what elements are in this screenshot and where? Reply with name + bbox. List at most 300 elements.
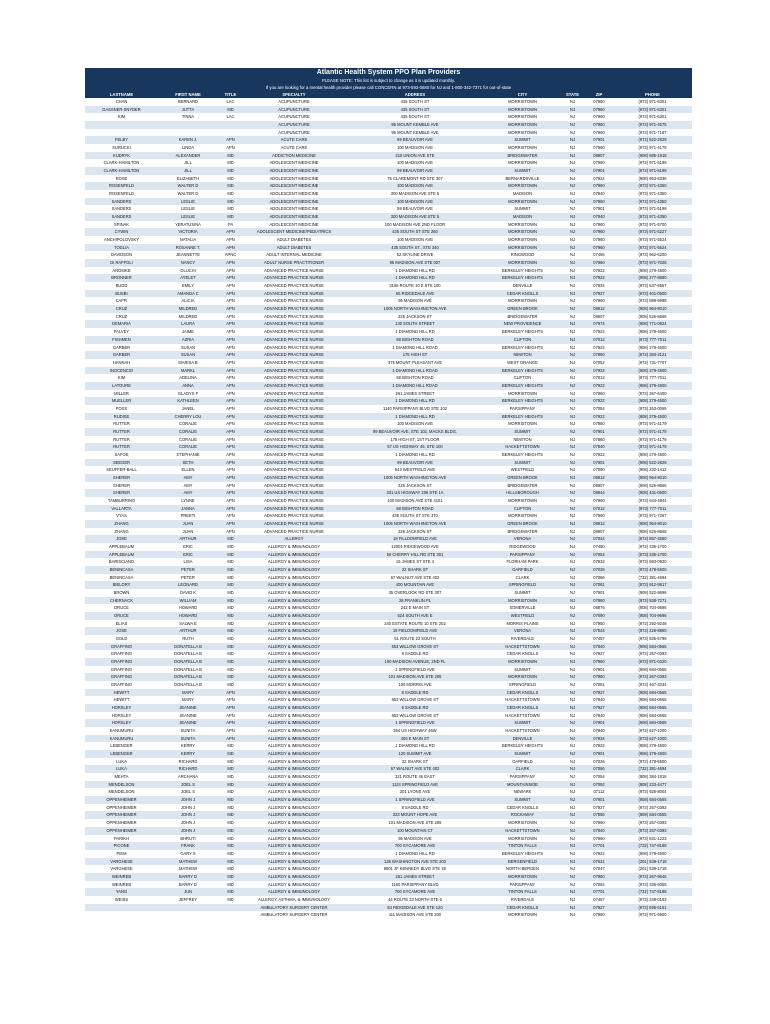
- lastname-cell: GRAFFINO: [85, 673, 158, 681]
- city-cell: CEDAR KNOLLS: [485, 904, 560, 912]
- title-cell: MD: [218, 152, 243, 160]
- phone-cell: (973) 248-0193: [613, 896, 692, 904]
- firstname-cell: JILL: [158, 167, 218, 175]
- city-cell: GARFIELD: [485, 566, 560, 574]
- title-cell: APN: [218, 351, 243, 359]
- zip-cell: 07054: [585, 551, 613, 559]
- title-cell: [218, 904, 243, 912]
- address-cell: 1 DIAMOND HILL RD: [345, 451, 485, 459]
- specialty-cell: AMBULATORY SURGERY CENTER: [243, 904, 345, 912]
- phone-cell: (908) 522-2829: [613, 459, 692, 467]
- zip-cell: 07922: [585, 274, 613, 282]
- table-row: [85, 758, 692, 766]
- state-cell: NJ: [560, 804, 585, 812]
- lastname-cell: HEWITT: [85, 696, 158, 704]
- zip-cell: 07922: [585, 344, 613, 352]
- lastname-cell: OPPENHEIMER: [85, 819, 158, 827]
- title-banner: [85, 68, 692, 91]
- city-cell: SUMMIT: [485, 796, 560, 804]
- firstname-cell: JILL: [158, 159, 218, 167]
- state-cell: NJ: [560, 505, 585, 513]
- specialty-cell: ALLERGY & IMMUNOLOGY: [243, 689, 345, 697]
- phone-cell: (973) 267-0393: [613, 804, 692, 812]
- state-cell: NJ: [560, 719, 585, 727]
- title-cell: LAC: [218, 113, 243, 121]
- address-cell: 300 MADISON AVE STE 5: [345, 190, 485, 198]
- table-row: [85, 796, 692, 804]
- specialty-cell: ALLERGY & IMMUNOLOGY: [243, 574, 345, 582]
- table-row: [85, 750, 692, 758]
- firstname-cell: KAREN J.: [158, 136, 218, 144]
- city-cell: MORRISTOWN: [485, 198, 560, 206]
- city-cell: HACKETTSTOWN: [485, 696, 560, 704]
- zip-cell: 07922: [585, 413, 613, 421]
- lastname-cell: LUKA: [85, 758, 158, 766]
- specialty-cell: ADVANCED PRACTICE NURSE: [243, 520, 345, 528]
- phone-cell: (908) 704-9696: [613, 612, 692, 620]
- city-cell: CLIFTON: [485, 505, 560, 513]
- zip-cell: 07834: [585, 735, 613, 743]
- phone-cell: (973) 267-0393: [613, 827, 692, 835]
- lastname-cell: RUTTER: [85, 436, 158, 444]
- specialty-cell: ADULT INTERNAL MEDICINE: [243, 251, 345, 259]
- specialty-cell: ALLERGY & IMMUNOLOGY: [243, 781, 345, 789]
- specialty-cell: ACUPUNCTURE: [243, 129, 345, 137]
- firstname-cell: SUSAN: [158, 351, 218, 359]
- phone-cell: (973) 971-5199: [613, 205, 692, 213]
- title-cell: [218, 911, 243, 919]
- address-cell: 321 ROUTE 46 EAST: [345, 773, 485, 781]
- lastname-cell: MUELLER: [85, 397, 158, 405]
- state-cell: NJ: [560, 858, 585, 866]
- lastname-cell: ANOSIKE: [85, 267, 158, 275]
- state-cell: NJ: [560, 382, 585, 390]
- zip-cell: 07960: [585, 512, 613, 520]
- firstname-cell: CORALIE: [158, 420, 218, 428]
- title-cell: MD: [218, 175, 243, 183]
- title-cell: PA: [218, 221, 243, 229]
- title-cell: APN: [218, 428, 243, 436]
- address-cell: 331 US HIGHWAY 206 STE 1A: [345, 489, 485, 497]
- firstname-cell: JOHN J: [158, 796, 218, 804]
- firstname-cell: JUN: [158, 888, 218, 896]
- address-cell: 12001 RIDGEWOOD AVE: [345, 543, 485, 551]
- firstname-cell: DONATELLA B: [158, 650, 218, 658]
- zip-cell: 07112: [585, 788, 613, 796]
- table-row: [85, 267, 692, 275]
- city-cell: MORRISTOWN: [485, 129, 560, 137]
- city-cell: MORRISTOWN: [485, 98, 560, 106]
- city-cell: WEST ORANGE: [485, 359, 560, 367]
- firstname-cell: LYNNE: [158, 497, 218, 505]
- specialty-cell: ADVANCED PRACTICE NURSE: [243, 397, 345, 405]
- firstname-cell: JOHN J: [158, 827, 218, 835]
- firstname-cell: MARKL: [158, 367, 218, 375]
- lastname-cell: WEISS: [85, 896, 158, 904]
- address-cell: 300 MADISON AVE STE 5: [345, 213, 485, 221]
- city-cell: SUMMIT: [485, 666, 560, 674]
- state-cell: NJ: [560, 175, 585, 183]
- firstname-cell: JOHN J: [158, 804, 218, 812]
- table-row: [85, 320, 692, 328]
- city-cell: CEDAR KNOLLS: [485, 704, 560, 712]
- state-cell: NJ: [560, 881, 585, 889]
- firstname-cell: DONATELLA B: [158, 673, 218, 681]
- address-cell: 1 DIAMOND HILL RD: [345, 742, 485, 750]
- lastname-cell: ELIAS: [85, 620, 158, 628]
- lastname-cell: BROWN: [85, 589, 158, 597]
- address-cell: 406 E MAIN ST: [345, 735, 485, 743]
- state-cell: NJ: [560, 259, 585, 267]
- phone-cell: (908) 964-8010: [613, 305, 692, 313]
- address-cell: 215 UNION AVE STE: [345, 152, 485, 160]
- zip-cell: 07927: [585, 704, 613, 712]
- phone-cell: (973) 971-4350: [613, 198, 692, 206]
- phone-cell: (973) 831-1223: [613, 835, 692, 843]
- city-cell: GREEN BROOK: [485, 305, 560, 313]
- phone-cell: (732) 381-4694: [613, 765, 692, 773]
- sheet-title: Atlantic Health System PPO Plan Providers: [316, 69, 461, 76]
- phone-cell: (973) 335-1700: [613, 543, 692, 551]
- phone-cell: (201) 539-1718: [613, 858, 692, 866]
- phone-cell: (973) 383-2121: [613, 351, 692, 359]
- firstname-cell: MILDRED: [158, 313, 218, 321]
- specialty-cell: ADVANCED PRACTICE NURSE: [243, 313, 345, 321]
- table-row: [85, 620, 692, 628]
- zip-cell: 07922: [585, 850, 613, 858]
- phone-cell: (973) 644-4844: [613, 497, 692, 505]
- city-cell: RIVERDALE: [485, 896, 560, 904]
- phone-cell: (908) 431-0600: [613, 489, 692, 497]
- zip-cell: 07960: [585, 911, 613, 919]
- lastname-cell: BUDD: [85, 282, 158, 290]
- mental-health-note: If you are looking for a mental health provider please call CONCERN at 973-593-0680 for NJ and 1-800-342-7371 for out-of-state: [265, 85, 512, 90]
- lastname-cell: BARISCIANO: [85, 558, 158, 566]
- state-cell: NJ: [560, 842, 585, 850]
- lastname-cell: GARBER: [85, 344, 158, 352]
- phone-cell: (908) 279-4500: [613, 850, 692, 858]
- zip-cell: 07701: [585, 888, 613, 896]
- lastname-cell: SURUCKI: [85, 144, 158, 152]
- address-cell: 15 JAMES ST STE 4: [345, 558, 485, 566]
- table-row: [85, 558, 692, 566]
- lastname-cell: JOSE: [85, 627, 158, 635]
- lastname-cell: DEMARIA: [85, 320, 158, 328]
- city-cell: SUMMIT: [485, 459, 560, 467]
- title-cell: MD: [218, 796, 243, 804]
- firstname-cell: JEANINE: [158, 719, 218, 727]
- table-row: [85, 735, 692, 743]
- phone-cell: (908) 684-0565: [613, 719, 692, 727]
- address-cell: 99 BEAUVOIR AVE: [345, 136, 485, 144]
- table-row: [85, 190, 692, 198]
- table-row: [85, 505, 692, 513]
- lastname-cell: KUDRYK: [85, 152, 158, 160]
- state-cell: NJ: [560, 251, 585, 259]
- phone-cell: (973) 335-1700: [613, 551, 692, 559]
- address-cell: 22 SHARK ST: [345, 566, 485, 574]
- zip-cell: 07081: [585, 681, 613, 689]
- phone-cell: (973) 971-7267: [613, 512, 692, 520]
- state-cell: NJ: [560, 742, 585, 750]
- specialty-cell: ACUPUNCTURE: [243, 98, 345, 106]
- title-cell: MD: [218, 850, 243, 858]
- phone-cell: (908) 384-1818: [613, 773, 692, 781]
- lastname-cell: RUDISE: [85, 413, 158, 421]
- zip-cell: 07860: [585, 351, 613, 359]
- address-cell: 101 MADISON AVE STE 205: [345, 673, 485, 681]
- phone-cell: (973) 912-9817: [613, 581, 692, 589]
- title-cell: APN: [218, 735, 243, 743]
- lastname-cell: OPPENHEIMER: [85, 796, 158, 804]
- specialty-cell: ALLERGY & IMMUNOLOGY: [243, 627, 345, 635]
- city-cell: SPRINGFIELD: [485, 581, 560, 589]
- firstname-cell: SUNITA: [158, 727, 218, 735]
- specialty-cell: ALLERGY & IMMUNOLOGY: [243, 589, 345, 597]
- address-cell: 100 MORRIS AVE: [345, 681, 485, 689]
- phone-cell: (973) 401-0500: [613, 290, 692, 298]
- specialty-cell: ADOLESCENT MEDICINE: [243, 205, 345, 213]
- state-cell: NJ: [560, 650, 585, 658]
- title-cell: MD: [218, 811, 243, 819]
- zip-cell: 07960: [585, 129, 613, 137]
- specialty-cell: ALLERGY, ASTHMA, & IMMUNOLOGY: [243, 896, 345, 904]
- table-row: [85, 351, 692, 359]
- phone-cell: (908) 279-4500: [613, 742, 692, 750]
- title-cell: MD: [218, 643, 243, 651]
- specialty-cell: ALLERGY & IMMUNOLOGY: [243, 750, 345, 758]
- state-cell: NJ: [560, 113, 585, 121]
- lastname-cell: SEUFFER-BALL: [85, 466, 158, 474]
- title-cell: MD: [218, 635, 243, 643]
- state-cell: NJ: [560, 167, 585, 175]
- city-cell: BERKELEY HEIGHTS: [485, 413, 560, 421]
- phone-cell: (908) 684-0565: [613, 796, 692, 804]
- title-cell: APN: [218, 344, 243, 352]
- state-cell: NJ: [560, 773, 585, 781]
- state-cell: NJ: [560, 704, 585, 712]
- zip-cell: 07960: [585, 106, 613, 114]
- table-row: [85, 451, 692, 459]
- lastname-cell: RUTTER: [85, 443, 158, 451]
- city-cell: RINGWOOD: [485, 251, 560, 259]
- phone-cell: (973) 971-6301: [613, 98, 692, 106]
- city-cell: MORRISTOWN: [485, 259, 560, 267]
- specialty-cell: ADVANCED PRACTICE NURSE: [243, 466, 345, 474]
- title-cell: MD: [218, 681, 243, 689]
- firstname-cell: NATALIA: [158, 236, 218, 244]
- zip-cell: 07960: [585, 182, 613, 190]
- phone-cell: (908) 964-8010: [613, 474, 692, 482]
- specialty-cell: ALLERGY & IMMUNOLOGY: [243, 612, 345, 620]
- title-cell: APN: [218, 436, 243, 444]
- address-cell: 54 RIDGEDALE AVE STE 120: [345, 904, 485, 912]
- phone-cell: (908) 277-8880: [613, 274, 692, 282]
- city-cell: CEDAR KNOLLS: [485, 650, 560, 658]
- table-row: [85, 858, 692, 866]
- city-cell: RIDGEWOOD: [485, 543, 560, 551]
- city-cell: HACKETTSTOWN: [485, 643, 560, 651]
- title-cell: MD: [218, 873, 243, 881]
- address-cell: 1 DIAMOND HILL RD: [345, 850, 485, 858]
- table-row: [85, 896, 692, 904]
- title-cell: MD: [218, 159, 243, 167]
- firstname-cell: JANNA: [158, 505, 218, 513]
- state-cell: NJ: [560, 98, 585, 106]
- zip-cell: 07927: [585, 804, 613, 812]
- lastname-cell: OPPENHEIMER: [85, 804, 158, 812]
- zip-cell: 07090: [585, 612, 613, 620]
- firstname-cell: JUTTA: [158, 106, 218, 114]
- zip-cell: 07901: [585, 428, 613, 436]
- table-row: [85, 98, 692, 106]
- table-row: [85, 742, 692, 750]
- address-cell: 99 BEAUVOIR AVE: [345, 459, 485, 467]
- phone-cell: (973) 627-1000: [613, 735, 692, 743]
- table-row: [85, 244, 692, 252]
- specialty-cell: ALLERGY & IMMUNOLOGY: [243, 543, 345, 551]
- city-cell: BERKELEY HEIGHTS: [485, 742, 560, 750]
- table-row: [85, 497, 692, 505]
- title-cell: APN: [218, 274, 243, 282]
- city-cell: MORRISTOWN: [485, 390, 560, 398]
- state-cell: NJ: [560, 796, 585, 804]
- zip-cell: 07950: [585, 620, 613, 628]
- state-cell: NJ: [560, 305, 585, 313]
- lastname-cell: CAFFI: [85, 297, 158, 305]
- firstname-cell: DAVID K: [158, 589, 218, 597]
- lastname-cell: APPLEBAUM: [85, 551, 158, 559]
- address-cell: 68 BIGHTON ROAD: [345, 505, 485, 513]
- lastname-cell: PARIKH: [85, 835, 158, 843]
- specialty-cell: ADVANCED PRACTICE NURSE: [243, 413, 345, 421]
- address-cell: 101 MADISON AVE STE 205: [345, 819, 485, 827]
- state-cell: NJ: [560, 558, 585, 566]
- title-cell: MD: [218, 597, 243, 605]
- table-row: [85, 390, 692, 398]
- state-cell: NJ: [560, 205, 585, 213]
- table-row: [85, 643, 692, 651]
- firstname-cell: EMILY: [158, 282, 218, 290]
- col-state: STATE: [560, 91, 585, 98]
- address-cell: 6 SADDLE RD: [345, 704, 485, 712]
- state-cell: NJ: [560, 643, 585, 651]
- table-row: [85, 121, 692, 129]
- state-cell: NJ: [560, 221, 585, 229]
- table-row: [85, 627, 692, 635]
- specialty-cell: ACUTE CARE: [243, 144, 345, 152]
- phone-cell: (908) 953-8336: [613, 175, 692, 183]
- lastname-cell: INOCENCIO: [85, 367, 158, 375]
- zip-cell: 07456: [585, 251, 613, 259]
- table-row: [85, 566, 692, 574]
- specialty-cell: ADVANCED PRACTICE NURSE: [243, 443, 345, 451]
- state-cell: NJ: [560, 758, 585, 766]
- title-cell: MD: [218, 827, 243, 835]
- firstname-cell: JANEL: [158, 405, 218, 413]
- specialty-cell: ALLERGY & IMMUNOLOGY: [243, 551, 345, 559]
- table-row: [85, 520, 692, 528]
- city-cell: PARSIPPANY: [485, 405, 560, 413]
- phone-cell: (973) 695-5151: [613, 904, 692, 912]
- lastname-cell: ZHANG: [85, 520, 158, 528]
- zip-cell: 07901: [585, 750, 613, 758]
- state-cell: NJ: [560, 873, 585, 881]
- title-cell: APNC: [218, 251, 243, 259]
- table-row: [85, 911, 692, 919]
- city-cell: BRIDGEWATER: [485, 528, 560, 536]
- table-row: [85, 842, 692, 850]
- firstname-cell: JUAN: [158, 520, 218, 528]
- table-row: [85, 251, 692, 259]
- title-cell: [218, 129, 243, 137]
- city-cell: HACKETTSTOWN: [485, 827, 560, 835]
- firstname-cell: SALWA E: [158, 620, 218, 628]
- table-row: [85, 788, 692, 796]
- zip-cell: 07621: [585, 858, 613, 866]
- lastname-cell: CRUZ: [85, 313, 158, 321]
- title-cell: MD: [218, 650, 243, 658]
- lastname-cell: LEBENGER: [85, 750, 158, 758]
- state-cell: NJ: [560, 788, 585, 796]
- firstname-cell: BARRY D: [158, 873, 218, 881]
- state-cell: NJ: [560, 597, 585, 605]
- specialty-cell: ALLERGY & IMMUNOLOGY: [243, 643, 345, 651]
- zip-cell: 07026: [585, 566, 613, 574]
- firstname-cell: VICTORIA: [158, 228, 218, 236]
- lastname-cell: GRAFFINO: [85, 681, 158, 689]
- address-cell: 19 FILLDOMFIELD AVE: [345, 535, 485, 543]
- address-cell: 653 WILLOW GROVE ST: [345, 643, 485, 651]
- lastname-cell: HORSLEY: [85, 719, 158, 727]
- city-cell: MORRISTOWN: [485, 228, 560, 236]
- firstname-cell: TINNA: [158, 113, 218, 121]
- phone-cell: (973) 292-9248: [613, 620, 692, 628]
- lastname-cell: GARBER: [85, 351, 158, 359]
- city-cell: WESTFIELD: [485, 466, 560, 474]
- table-row: [85, 719, 692, 727]
- table-row: [85, 604, 692, 612]
- firstname-cell: LESLIE: [158, 198, 218, 206]
- col-zip: ZIP: [585, 91, 613, 98]
- address-cell: 95 MADISON AVE: [345, 835, 485, 843]
- phone-cell: (908) 771-0824: [613, 320, 692, 328]
- state-cell: NJ: [560, 313, 585, 321]
- table-row: [85, 827, 692, 835]
- specialty-cell: ADULT DIABETES: [243, 236, 345, 244]
- specialty-cell: ADVANCED PRACTICE NURSE: [243, 497, 345, 505]
- address-cell: 1005 NORTH WASHINGTON AVE: [345, 305, 485, 313]
- table-row: [85, 374, 692, 382]
- city-cell: BERKELEY HEIGHTS: [485, 344, 560, 352]
- table-row: [85, 466, 692, 474]
- title-cell: APN: [218, 528, 243, 536]
- lastname-cell: BENINCASA: [85, 566, 158, 574]
- address-cell: 1 SPRINGFIELD AVE: [345, 796, 485, 804]
- zip-cell: 07047: [585, 865, 613, 873]
- specialty-cell: ADVANCED PRACTICE NURSE: [243, 474, 345, 482]
- title-cell: APN: [218, 512, 243, 520]
- firstname-cell: BERNARD: [158, 98, 218, 106]
- zip-cell: 07922: [585, 267, 613, 275]
- specialty-cell: ALLERGY & IMMUNOLOGY: [243, 566, 345, 574]
- state-cell: NJ: [560, 528, 585, 536]
- firstname-cell: RICHARD: [158, 765, 218, 773]
- city-cell: SOMERVILLE: [485, 604, 560, 612]
- phone-cell: (973) 971-5199: [613, 167, 692, 175]
- state-cell: NJ: [560, 290, 585, 298]
- specialty-cell: ADVANCED PRACTICE NURSE: [243, 297, 345, 305]
